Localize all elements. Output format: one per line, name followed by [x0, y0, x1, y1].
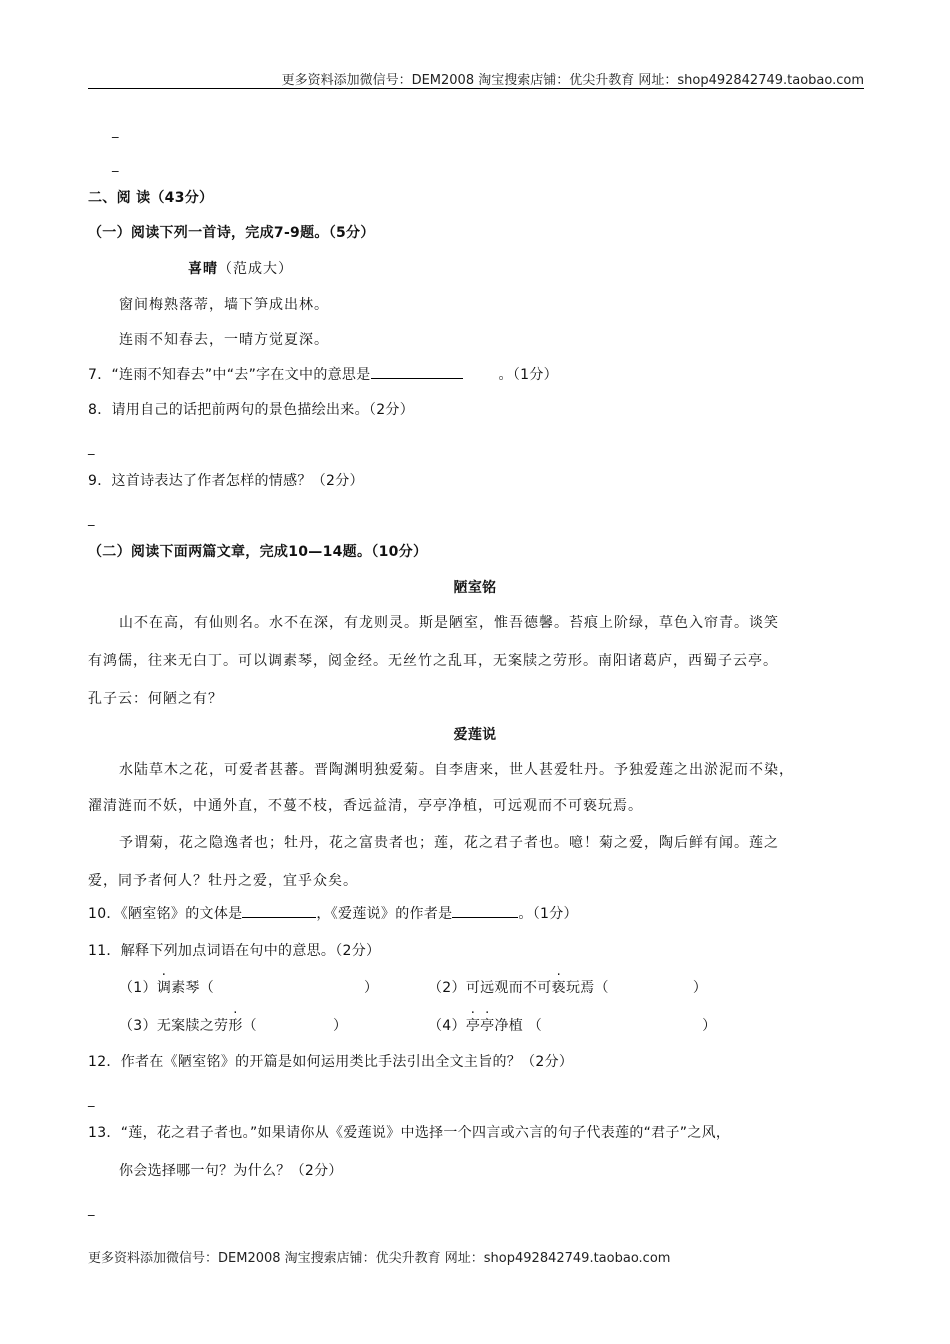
section-title: 二、阅 读（43分） — [88, 190, 214, 206]
blank-dash: _ — [88, 1093, 95, 1108]
item-text: 素琴（ — [171, 980, 215, 996]
poem-line: 窗间梅熟落蒂，墙下笋成出林。 — [119, 297, 329, 313]
poem-line: 连雨不知春去，一晴方觉夏深。 — [119, 332, 329, 348]
page-footer: 更多资料添加微信号：DEM2008 淘宝搜索店铺：优尖升教育 网址：shop492842749.taobao.com — [88, 1251, 671, 1266]
article1-title: 陋室铭 — [453, 580, 497, 596]
dotted-char: 亭 — [480, 1018, 495, 1034]
question-10-text: 10．《陋室铭》的文体是 — [88, 906, 243, 922]
item-number: （3） — [119, 1018, 157, 1034]
question-8: 8．请用自己的话把前两句的景色描绘出来。（2分） — [88, 402, 415, 418]
blank-dash: _ — [112, 124, 119, 139]
item-text: 无案牍之劳 — [156, 1018, 229, 1034]
question-10-text: ，《爱莲说》的作者是 — [316, 906, 453, 922]
question-11-item-1 — [119, 977, 378, 997]
question-11: 11．解释下列加点词语在句中的意思。（2分） — [88, 943, 381, 959]
page-header: 更多资料添加微信号：DEM2008 淘宝搜索店铺：优尖升教育 网址：shop492842749.taobao.com — [281, 73, 864, 88]
blank-dash: _ — [88, 441, 95, 456]
question-11-item-2 — [428, 977, 707, 997]
article2-line: 爱，同予者何人？牡丹之爱，宜乎众矣。 — [88, 873, 358, 889]
blank-dash: _ — [88, 512, 95, 527]
article1-line: 山不在高，有仙则名。水不在深，有龙则灵。斯是陋室，惟吾德馨。苔痕上阶绿，草色入帘青。谈笑 — [119, 615, 779, 631]
question-11-item-4 — [428, 1015, 716, 1035]
item-number: （2） — [428, 980, 466, 996]
dotted-char: 调 — [156, 980, 172, 996]
question-13-line-1: 13．“莲，花之君子者也。”如果请你从《爱莲说》中选择一个四言或六言的句子代表莲的“君子”之风， — [88, 1125, 731, 1141]
part1-instruction: （一）阅读下列一首诗，完成7-9题。（5分） — [88, 225, 375, 241]
item-close: ） — [702, 1018, 717, 1034]
blank-dash: _ — [112, 158, 119, 173]
item-text: 玩焉（ — [565, 980, 609, 996]
dotted-char: 形 — [228, 1018, 243, 1034]
item-text: （ — [242, 1018, 257, 1034]
question-9: 9．这首诗表达了作者怎样的情感？（2分） — [88, 473, 364, 489]
item-number: （4） — [428, 1018, 466, 1034]
answer-blank[interactable] — [452, 903, 518, 918]
question-7 — [88, 364, 558, 384]
article2-line: 水陆草木之花，可爱者甚蕃。晋陶渊明独爱菊。自李唐来，世人甚爱牡丹。予独爱莲之出淤泥而不染， — [119, 762, 794, 778]
poem-heading — [188, 258, 293, 278]
question-10 — [88, 903, 578, 923]
article1-line: 孔子云：何陋之有？ — [88, 691, 223, 707]
question-7-suffix: 。（1分） — [498, 367, 558, 383]
article2-line: 濯清涟而不妖，中通外直，不蔓不枝，香远益清，亭亭净植，可远观而不可亵玩焉。 — [88, 798, 643, 814]
article2-title: 爱莲说 — [453, 727, 497, 743]
blank-dash: _ — [88, 1202, 95, 1217]
item-text: 净植 （ — [494, 1018, 543, 1034]
part2-instruction: （二）阅读下面两篇文章，完成10—14题。（10分） — [88, 544, 428, 560]
item-close: ） — [332, 1018, 348, 1034]
question-7-text: 7．“连雨不知春去”中“去”字在文中的意思是 — [88, 367, 371, 383]
item-close: ） — [364, 980, 379, 996]
question-13-line-2: 你会选择哪一句？为什么？（2分） — [119, 1163, 343, 1179]
item-close: ） — [692, 980, 708, 996]
poem-author: （范成大） — [218, 261, 293, 277]
question-12: 12．作者在《陋室铭》的开篇是如何运用类比手法引出全文主旨的？（2分） — [88, 1054, 574, 1070]
question-10-text: 。（1分） — [518, 906, 578, 922]
dotted-char: 亵 — [551, 980, 566, 996]
item-text: 可远观而不可 — [465, 980, 552, 996]
answer-blank[interactable] — [371, 364, 463, 379]
question-11-item-3 — [119, 1015, 347, 1035]
article1-line: 有鸿儒，往来无白丁。可以调素琴，阅金经。无丝竹之乱耳，无案牍之劳形。南阳诸葛庐，西蜀子云亭。 — [88, 653, 778, 669]
header-rule — [88, 88, 864, 89]
item-number: （1） — [119, 980, 157, 996]
poem-title: 喜晴 — [188, 261, 218, 277]
answer-blank[interactable] — [242, 903, 316, 918]
dotted-char: 亭 — [465, 1018, 481, 1034]
article2-line: 予谓菊，花之隐逸者也；牡丹，花之富贵者也；莲，花之君子者也。噫！菊之爱，陶后鲜有闻。莲之 — [119, 835, 779, 851]
